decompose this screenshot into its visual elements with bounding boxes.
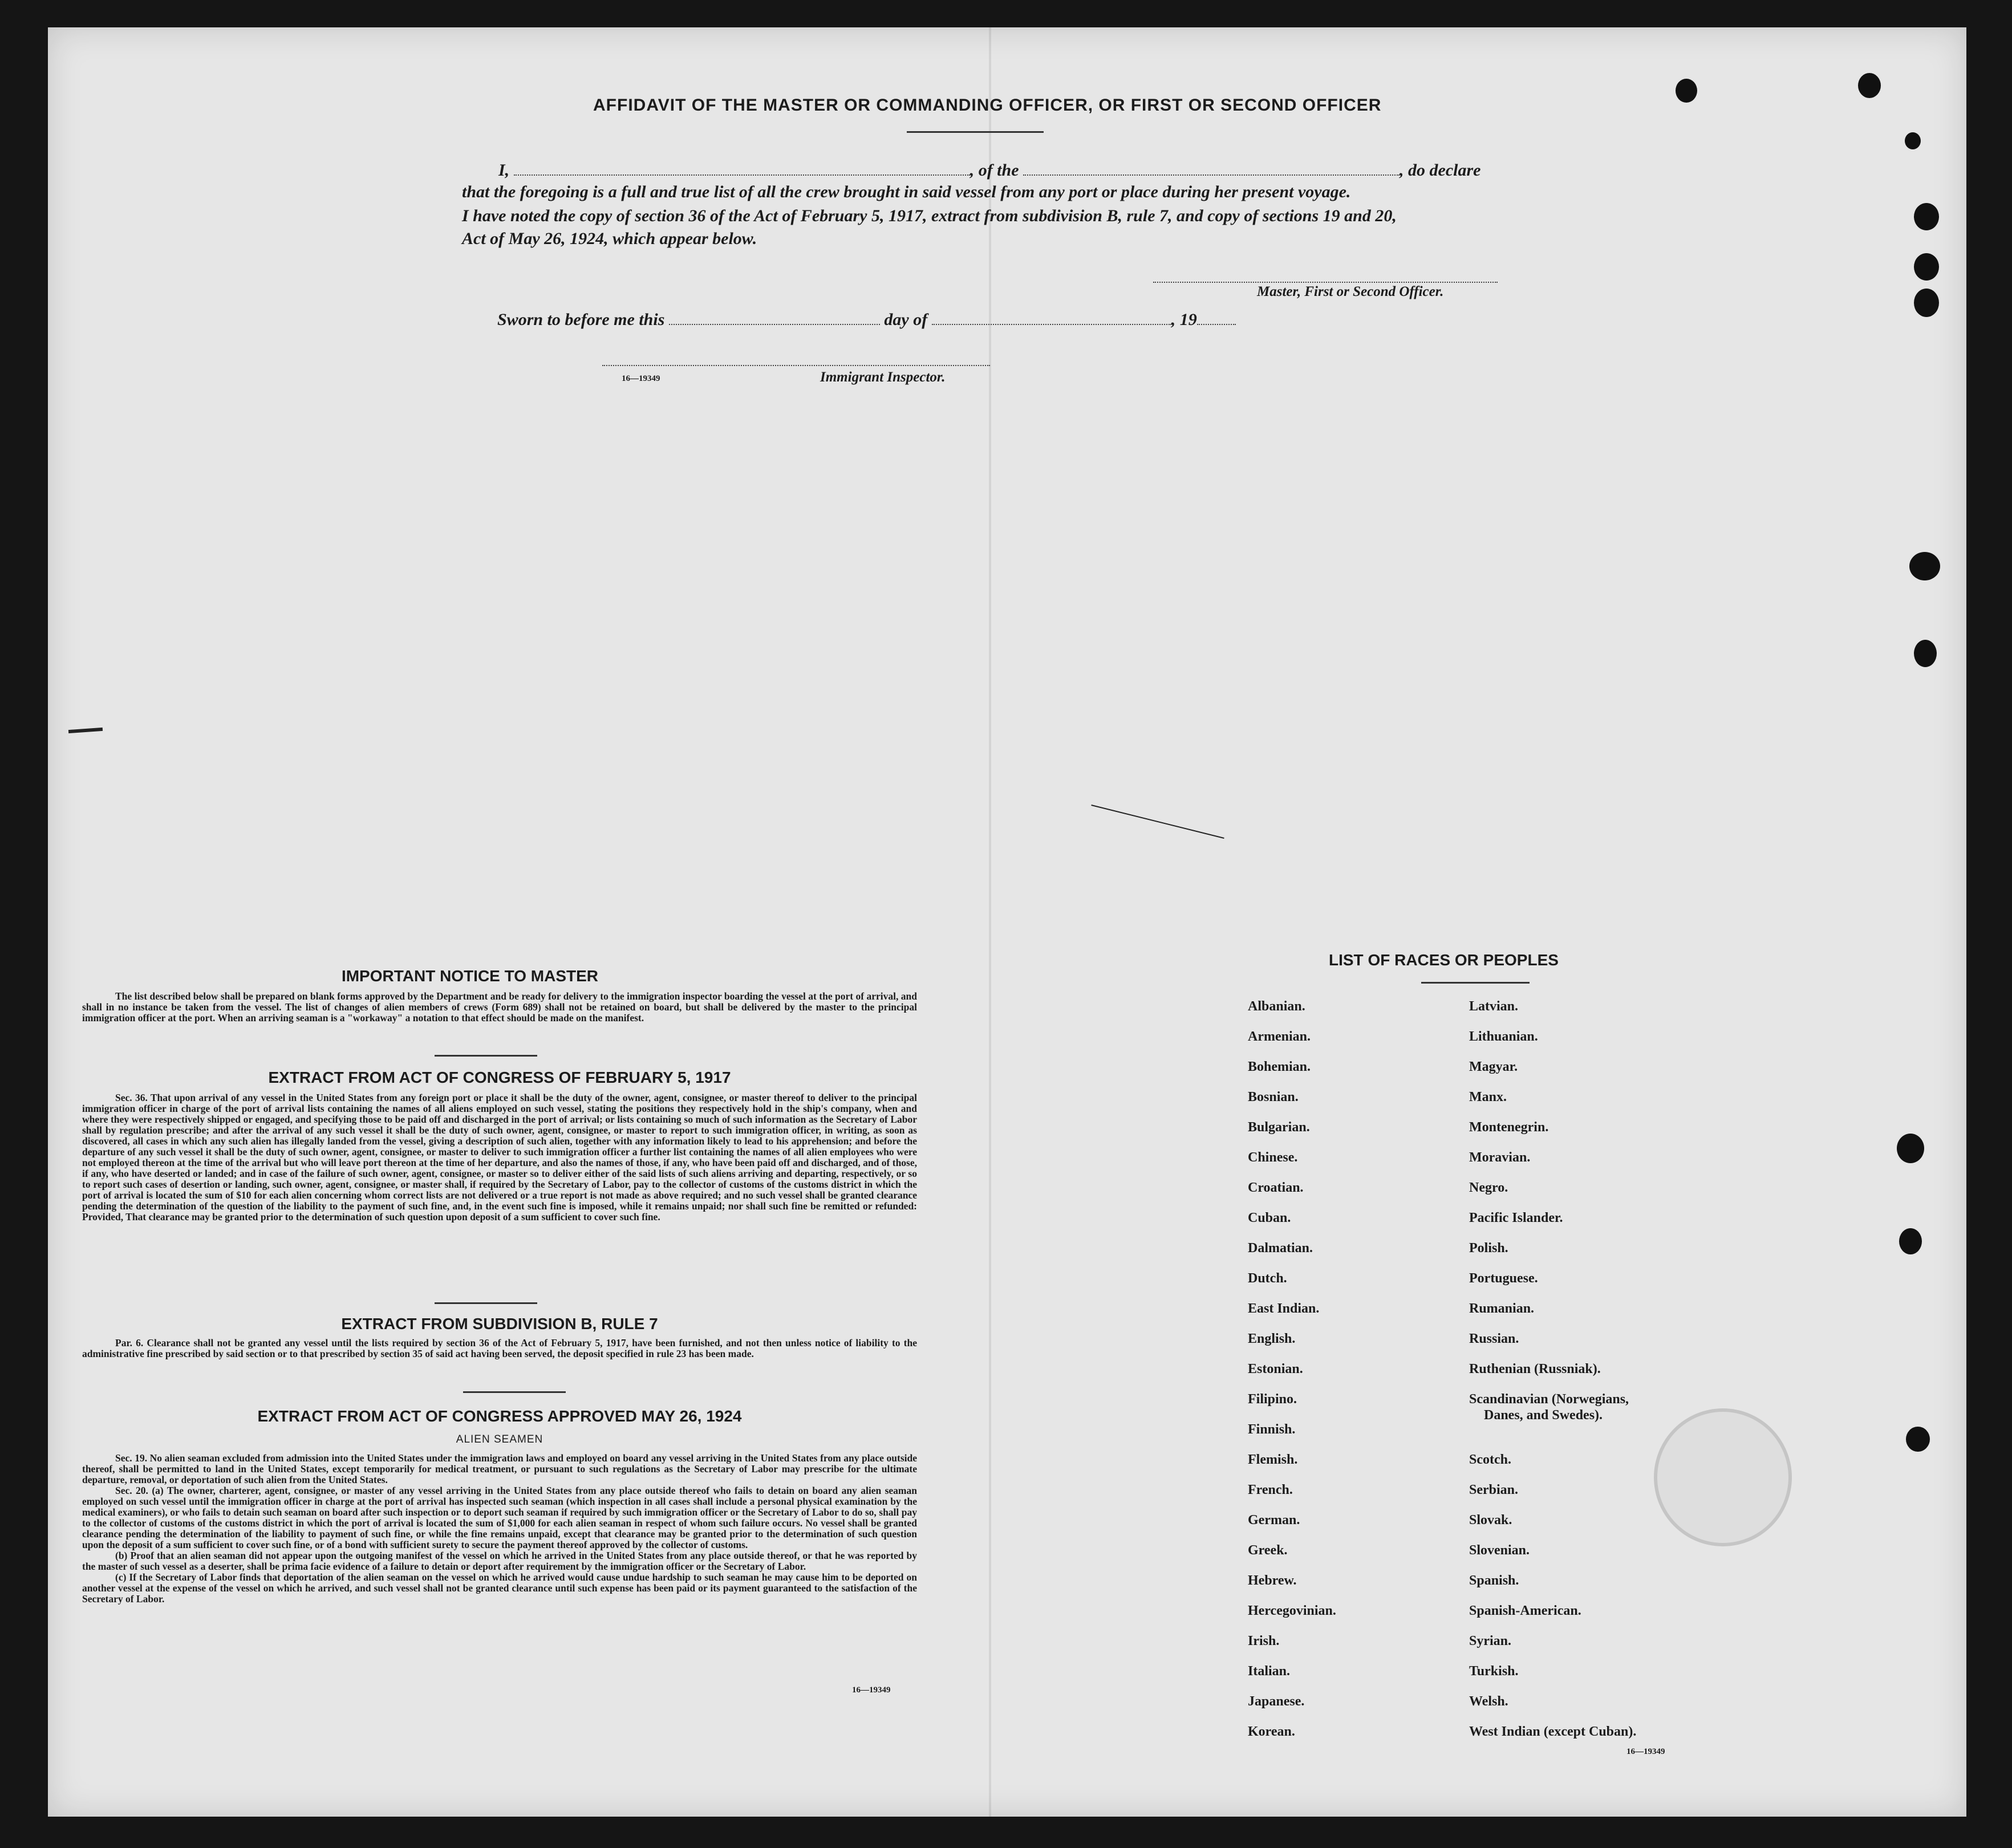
race-item: Turkish.: [1469, 1664, 1519, 1679]
inspector-signature-label: Immigrant Inspector.: [820, 369, 946, 385]
sworn-day-field[interactable]: [669, 322, 880, 325]
race-item: Montenegrin.: [1469, 1120, 1549, 1135]
sworn-month-field[interactable]: [932, 322, 1171, 325]
affidavit-line-3: I have noted the copy of section 36 of the Act of February 5, 1917, extract from subdivision B, rule 7, and copy of sections 19 and 20,: [462, 206, 1397, 225]
race-item: Flemish.: [1248, 1452, 1298, 1467]
race-item: Slovak.: [1469, 1513, 1512, 1528]
race-item: Scotch.: [1469, 1452, 1511, 1467]
race-item: Cuban.: [1248, 1211, 1291, 1225]
sec20c-text: (c) If the Secretary of Labor finds that deportation of the alien seaman on the vessel on which he arrived would cause undue hardship to such seaman he may cause him to be deported on another vessel at the expense of the vessel on which he arrived, and such vessel shall not be granted clearance until such expense has been paid or its payment guaranteed to the satisfaction of the Secretary of Labor.: [82, 1571, 917, 1605]
race-item: English.: [1248, 1331, 1296, 1346]
race-item: Dalmatian.: [1248, 1241, 1313, 1256]
race-item: Lithuanian.: [1469, 1029, 1538, 1044]
race-item: Finnish.: [1248, 1422, 1296, 1437]
alien-seamen-subtitle: ALIEN SEAMEN: [456, 1433, 543, 1445]
race-item: Greek.: [1248, 1543, 1288, 1558]
races-column-1: [1248, 999, 1336, 1754]
affidavit-line-2: that the foregoing is a full and true list of all the crew brought in said vessel from any port or place during her present voyage.: [462, 182, 1351, 201]
officer-name-field[interactable]: [514, 172, 970, 176]
form-number: 16—19349: [852, 1685, 891, 1695]
races-column-2: [1469, 999, 1636, 1754]
section-rule: [435, 1055, 537, 1057]
affidavit-line-4: Act of May 26, 1924, which appear below.: [462, 229, 757, 248]
race-item: Ruthenian (Russniak).: [1469, 1362, 1601, 1376]
punch-hole: [1676, 79, 1697, 103]
race-item: Moravian.: [1469, 1150, 1531, 1165]
race-item: Scandinavian (Norwegians,: [1469, 1392, 1629, 1407]
punch-hole: [1906, 1427, 1930, 1452]
race-item: Irish.: [1248, 1634, 1280, 1648]
race-item: Slovenian.: [1469, 1543, 1530, 1558]
punch-hole: [1914, 640, 1937, 667]
section-rule: [463, 1391, 566, 1393]
extract-rule7-title: EXTRACT FROM SUBDIVISION B, RULE 7: [341, 1315, 658, 1333]
race-item: Serbian.: [1469, 1483, 1519, 1497]
title-rule: [1421, 982, 1530, 984]
punch-hole: [1914, 289, 1939, 317]
race-item: Russian.: [1469, 1331, 1519, 1346]
race-item: Hercegovinian.: [1248, 1603, 1336, 1618]
page-fold: [989, 27, 991, 1817]
sworn-line: Sworn to before me this day of , 19: [497, 310, 1236, 330]
race-item: Spanish-American.: [1469, 1603, 1581, 1618]
race-item: Chinese.: [1248, 1150, 1298, 1165]
race-item: Italian.: [1248, 1664, 1291, 1679]
section-rule: [435, 1302, 537, 1304]
race-item: Rumanian.: [1469, 1301, 1535, 1316]
races-list-title: LIST OF RACES OR PEOPLES: [1329, 951, 1559, 969]
extract-1917-text: Sec. 36. That upon arrival of any vessel in the United States from any foreign port or place it shall be the duty of the owner, agent, consignee, or master thereof to deliver to the principal immigration officer in charge of the port of arrival lists containing the names of all aliens employed on such vessel, stating the positions they respectively hold in the ship's company, when and where they were respectively shipped or engaged, and specifying those to be paid off and discharged in the port of arrival; or lists containing so much of such information as the Secretary of Labor shall by regulation prescribe; and after the arrival of any such vessel it shall be the duty of such owner, agent, consignee, or master to report to such immigration officer, in writing, as soon as discovered, all cases in which any such alien has illegally landed from the vessel, giving a description of such alien, together with any information likely to lead to his apprehension; and before the departure of any such vessel it shall be the duty of such owner, agent, consignee, or master to deliver to such immigration officer a further list containing the names of all alien employees who were not employed thereon at the time of the arrival but who will leave port thereon at the time of her departure, and also the names of those, if any, who have been paid off and discharged, and of those, if any, who have deserted or landed; and in case of the failure of such owner, agent, consignee, or master so to deliver either of the said lists of such aliens arriving and departing, respectively, or so to report such cases of desertion or landing, such owner, agent, consignee, or master shall, if required by the Secretary of Labor, pay to the collector of customs of the customs district in which the port of arrival is located the sum of $10 for each alien concerning whom correct lists are not delivered or a true report is not made as above required; and no such vessel shall be granted clearance pending the determination of the question of the liability to the payment of such fine, and, in the event such fine is imposed, while it remains unpaid; nor shall such fine be remitted or refunded: Provided, That clearance may be granted prior to the determination of such question upon deposit of a sum sufficient to cover such fine.: [82, 1092, 917, 1222]
race-item: Welsh.: [1469, 1694, 1508, 1709]
race-item: Polish.: [1469, 1241, 1508, 1256]
race-item: Croatian.: [1248, 1180, 1304, 1195]
punch-hole: [1897, 1134, 1924, 1163]
race-item: Bosnian.: [1248, 1090, 1299, 1104]
vessel-name-field[interactable]: [1023, 172, 1400, 176]
extract-1924-title: EXTRACT FROM ACT OF CONGRESS APPROVED MAY 26, 1924: [257, 1407, 742, 1425]
notice-text: The list described below shall be prepared on blank forms approved by the Department and be ready for delivery to the immigration inspector boarding the vessel at the port of arrival, and shall in no instance be taken from the vessel. The list of changes of alien members of crews (Form 689) shall not be retained on board, but shall be delivered by the master to the principal immigration officer at the port. When an arriving seaman is a "workaway" a notation to that effect should be made on the manifest.: [82, 990, 917, 1023]
race-item: West Indian (except Cuban).: [1469, 1724, 1637, 1739]
sworn-year-field[interactable]: [1197, 322, 1236, 325]
race-item: Syrian.: [1469, 1634, 1512, 1648]
race-item: Latvian.: [1469, 999, 1519, 1014]
race-item: Korean.: [1248, 1724, 1295, 1739]
inspector-signature-line[interactable]: [602, 365, 990, 366]
punch-hole: [1858, 73, 1881, 98]
race-item: Hebrew.: [1248, 1573, 1297, 1588]
race-item: Dutch.: [1248, 1271, 1287, 1286]
master-signature-line[interactable]: [1153, 282, 1498, 283]
sec19-text: Sec. 19. No alien seaman excluded from admission into the United States under the immigration laws and employed on board any vessel arriving in the United States from any place outside thereof, shall be permitted to land in the United States, except temporarily for medical treatment, or pursuant to such regulations as the Secretary of Labor may prescribe for the ultimate departure, removal, or deportation of such alien from the United States.: [82, 1452, 917, 1485]
race-item: Danes, and Swedes).: [1484, 1408, 1603, 1423]
extract-1924-body: [82, 1453, 917, 1605]
race-item: Bohemian.: [1248, 1059, 1311, 1074]
affidavit-line-1: I, , of the , do declare: [498, 161, 1481, 180]
master-signature-label: Master, First or Second Officer.: [1257, 284, 1444, 299]
race-item: Magyar.: [1469, 1059, 1518, 1074]
sec20b-text: (b) Proof that an alien seaman did not appear upon the outgoing manifest of the vessel on which he arrived in the United States from any place outside thereof, or that he was reported by the master of such vessel as a deserter, shall be prima facie evidence of a failure to detain or deport after requirement by the immigration officer or the Secretary of Labor.: [82, 1550, 917, 1572]
race-item: Portuguese.: [1469, 1271, 1538, 1286]
punch-hole: [1905, 132, 1921, 149]
punch-hole: [1914, 253, 1939, 281]
race-item: Estonian.: [1248, 1362, 1303, 1376]
race-item: East Indian.: [1248, 1301, 1320, 1316]
race-item: Armenian.: [1248, 1029, 1311, 1044]
extract-rule7-text: Par. 6. Clearance shall not be granted any vessel until the lists required by section 36 of the Act of February 5, 1917, have been furnished, and not then unless notice of liability to the administrative fine prescribed by said section or to that prescribed by section 35 of said act having been served, the deposit specified in rule 23 has been made.: [82, 1337, 917, 1359]
race-item: German.: [1248, 1513, 1300, 1528]
form-number: 16—19349: [1626, 1747, 1665, 1756]
affidavit-title: AFFIDAVIT OF THE MASTER OR COMMANDING OFFICER, OR FIRST OR SECOND OFFICER: [593, 96, 1382, 115]
race-item: Pacific Islander.: [1469, 1211, 1563, 1225]
embossed-seal: [1654, 1408, 1792, 1546]
race-item: Spanish.: [1469, 1573, 1519, 1588]
race-item: Japanese.: [1248, 1694, 1305, 1709]
race-item: Negro.: [1469, 1180, 1508, 1195]
extract-1917-title: EXTRACT FROM ACT OF CONGRESS OF FEBRUARY 5, 1917: [268, 1069, 731, 1086]
race-item: Albanian.: [1248, 999, 1305, 1014]
form-number: 16—19349: [622, 374, 660, 383]
notice-title: IMPORTANT NOTICE TO MASTER: [341, 967, 599, 985]
punch-hole: [1909, 552, 1940, 580]
race-item: French.: [1248, 1483, 1293, 1497]
punch-hole: [1899, 1228, 1922, 1254]
race-item: Bulgarian.: [1248, 1120, 1310, 1135]
sec20a-text: Sec. 20. (a) The owner, charterer, agent, consignee, or master of any vessel arriving in the United States from any place outside thereof who fails to detain on board any alien seaman employed on such vessel until the immigration officer in charge at the port of arrival has inspected such seaman (which inspection in all cases shall include a personal physical examination by the medical examiners), or who fails to detain such seaman on board after such inspection or to deport such seaman if required by such immigration officer or the Secretary of Labor to do so, shall pay to the collector of customs of the customs district in which the port of arrival is located the sum of $1,000 for each alien seaman in respect of whom such failure occurs. No vessel shall be granted clearance pending the determination of the liability to payment of such fine, or while the fine remains unpaid, except that clearance may be granted prior to the determination of such question upon the deposit of a sum sufficient to cover such fine, or of a bond with sufficient surety to secure the payment thereof approved by the collector of customs.: [82, 1485, 917, 1550]
title-rule: [907, 131, 1044, 133]
punch-hole: [1914, 203, 1939, 230]
race-item: Filipino.: [1248, 1392, 1297, 1407]
race-item: Manx.: [1469, 1090, 1507, 1104]
